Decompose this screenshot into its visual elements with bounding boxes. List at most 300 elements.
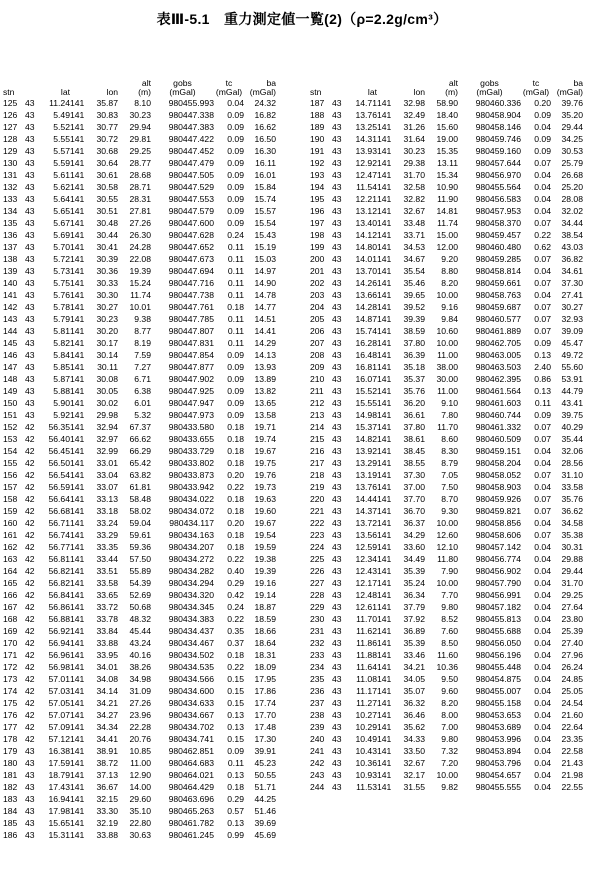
cell-ba: 19.59 bbox=[254, 542, 276, 552]
gravity-table-right bbox=[310, 72, 583, 793]
cell-lon-min: 33.71 bbox=[403, 230, 425, 240]
cell-stn: 161 bbox=[3, 530, 18, 540]
cell-ba: 18.64 bbox=[254, 638, 276, 648]
cell-ba: 19.16 bbox=[254, 578, 276, 588]
cell-lon-deg: 141 bbox=[70, 710, 85, 720]
cell-lat-min: 13.76 bbox=[355, 110, 377, 120]
cell-gobs: 980434.163 bbox=[168, 530, 214, 540]
cell-stn: 216 bbox=[310, 446, 325, 456]
cell-alt: 6.38 bbox=[134, 386, 151, 396]
cell-lon-deg: 141 bbox=[70, 626, 85, 636]
table-row bbox=[3, 433, 276, 445]
cell-lat-deg: 43 bbox=[332, 662, 342, 672]
cell-lon-min: 33.51 bbox=[96, 566, 118, 576]
table-row bbox=[3, 481, 276, 493]
cell-alt: 22.08 bbox=[129, 254, 151, 264]
cell-lat-deg: 43 bbox=[332, 206, 342, 216]
cell-tc: 0.22 bbox=[227, 554, 244, 564]
cell-ba: 45.69 bbox=[254, 830, 276, 840]
cell-lon-deg: 141 bbox=[70, 230, 85, 240]
cell-alt: 8.52 bbox=[441, 614, 458, 624]
table-row bbox=[310, 409, 583, 421]
cell-tc: 0.11 bbox=[227, 242, 244, 252]
cell-lon-deg: 141 bbox=[377, 446, 392, 456]
cell-lon-min: 33.78 bbox=[96, 614, 118, 624]
table-row bbox=[3, 457, 276, 469]
cell-gobs: 980453.996 bbox=[475, 734, 521, 744]
cell-ba: 55.60 bbox=[561, 362, 583, 372]
cell-lon-deg: 141 bbox=[70, 110, 85, 120]
cell-tc: 0.18 bbox=[227, 494, 244, 504]
cell-lat-deg: 43 bbox=[332, 518, 342, 528]
cell-ba: 27.64 bbox=[561, 602, 583, 612]
cell-alt: 10.60 bbox=[436, 326, 458, 336]
cell-alt: 27.26 bbox=[129, 218, 151, 228]
cell-stn: 145 bbox=[3, 338, 18, 348]
cell-stn: 140 bbox=[3, 278, 18, 288]
cell-alt: 12.00 bbox=[436, 242, 458, 252]
cell-ba: 17.95 bbox=[254, 674, 276, 684]
table-row bbox=[3, 169, 276, 181]
cell-lat-deg: 43 bbox=[332, 422, 342, 432]
table-row bbox=[3, 241, 276, 253]
cell-lat-deg: 43 bbox=[332, 470, 342, 480]
cell-tc: 0.04 bbox=[534, 698, 551, 708]
cell-stn: 162 bbox=[3, 542, 18, 552]
cell-lat-min: 16.94 bbox=[48, 794, 70, 804]
cell-lon-deg: 141 bbox=[70, 482, 85, 492]
cell-lat-min: 57.09 bbox=[48, 722, 70, 732]
cell-lat-deg: 43 bbox=[25, 386, 35, 396]
cell-alt: 7.70 bbox=[441, 590, 458, 600]
cell-stn: 151 bbox=[3, 410, 18, 420]
cell-gobs: 980447.716 bbox=[168, 278, 214, 288]
cell-lat-deg: 43 bbox=[332, 542, 342, 552]
cell-alt: 6.71 bbox=[134, 374, 151, 384]
cell-lat-deg: 43 bbox=[25, 146, 35, 156]
cell-tc: 0.13 bbox=[227, 710, 244, 720]
cell-gobs: 980455.158 bbox=[475, 698, 521, 708]
cell-gobs: 980447.529 bbox=[168, 182, 214, 192]
cell-stn: 236 bbox=[310, 686, 325, 696]
cell-lat-min: 56.50 bbox=[48, 458, 70, 468]
cell-tc: 0.13 bbox=[534, 350, 551, 360]
cell-lat-deg: 42 bbox=[25, 542, 35, 552]
cell-tc: 0.09 bbox=[534, 110, 551, 120]
cell-lon-deg: 141 bbox=[70, 722, 85, 732]
cell-tc: 0.09 bbox=[227, 170, 244, 180]
table-row bbox=[310, 289, 583, 301]
cell-stn: 223 bbox=[310, 530, 325, 540]
cell-ba: 18.59 bbox=[254, 614, 276, 624]
cell-lon-min: 36.67 bbox=[96, 782, 118, 792]
cell-ba: 19.71 bbox=[254, 422, 276, 432]
cell-alt: 59.61 bbox=[129, 530, 151, 540]
cell-gobs: 980447.807 bbox=[168, 326, 214, 336]
cell-tc: 0.09 bbox=[227, 194, 244, 204]
cell-lon-min: 34.67 bbox=[403, 254, 425, 264]
cell-lon-min: 37.80 bbox=[403, 338, 425, 348]
cell-alt: 28.31 bbox=[129, 194, 151, 204]
cell-stn: 150 bbox=[3, 398, 18, 408]
cell-tc: 0.07 bbox=[534, 302, 551, 312]
cell-lat-min: 11.86 bbox=[356, 638, 377, 648]
cell-lon-min: 35.54 bbox=[403, 266, 425, 276]
cell-stn: 170 bbox=[3, 638, 18, 648]
cell-ba: 15.84 bbox=[254, 182, 276, 192]
cell-stn: 160 bbox=[3, 518, 18, 528]
cell-lon-deg: 141 bbox=[70, 254, 85, 264]
cell-lon-deg: 141 bbox=[70, 782, 85, 792]
cell-lon-min: 33.18 bbox=[96, 506, 118, 516]
cell-gobs: 980434.667 bbox=[168, 710, 214, 720]
table-row bbox=[3, 145, 276, 157]
cell-lat-deg: 43 bbox=[332, 458, 342, 468]
cell-alt: 27.26 bbox=[129, 698, 151, 708]
cell-gobs: 980457.644 bbox=[475, 158, 521, 168]
cell-ba: 18.87 bbox=[254, 602, 276, 612]
cell-lon-deg: 141 bbox=[377, 194, 392, 204]
cell-lon-deg: 141 bbox=[377, 530, 392, 540]
table-row bbox=[310, 721, 583, 733]
cell-ba: 18.66 bbox=[254, 626, 276, 636]
cell-lat-min: 14.26 bbox=[355, 278, 377, 288]
cell-lon-deg: 141 bbox=[70, 530, 85, 540]
cell-gobs: 980447.785 bbox=[168, 314, 214, 324]
cell-lat-min: 56.71 bbox=[48, 518, 70, 528]
cell-lon-min: 34.34 bbox=[96, 722, 118, 732]
cell-tc: 0.20 bbox=[227, 470, 244, 480]
cell-lon-min: 33.35 bbox=[96, 542, 118, 552]
right-table-block bbox=[310, 72, 583, 793]
table-row bbox=[3, 97, 276, 109]
cell-tc: 0.04 bbox=[534, 482, 551, 492]
cell-stn: 168 bbox=[3, 614, 18, 624]
table-row bbox=[310, 385, 583, 397]
cell-lat-deg: 43 bbox=[332, 386, 342, 396]
cell-stn: 186 bbox=[3, 830, 18, 840]
cell-lon-min: 30.11 bbox=[97, 362, 118, 372]
cell-lon-min: 33.07 bbox=[96, 482, 118, 492]
cell-tc: 0.09 bbox=[227, 122, 244, 132]
cell-alt: 8.50 bbox=[441, 638, 458, 648]
cell-alt: 58.90 bbox=[436, 98, 458, 108]
cell-gobs: 980462.705 bbox=[475, 338, 521, 348]
cell-lon-min: 30.33 bbox=[96, 278, 118, 288]
cell-gobs: 980460.336 bbox=[475, 98, 521, 108]
cell-stn: 189 bbox=[310, 122, 325, 132]
cell-lat-min: 5.70 bbox=[53, 242, 70, 252]
cell-ba: 34.61 bbox=[561, 266, 583, 276]
cell-stn: 201 bbox=[310, 266, 325, 276]
cell-lon-min: 30.51 bbox=[96, 206, 118, 216]
cell-ba: 32.02 bbox=[561, 206, 583, 216]
cell-tc: 0.24 bbox=[227, 230, 244, 240]
cell-lon-min: 30.64 bbox=[96, 158, 118, 168]
cell-alt: 11.90 bbox=[437, 194, 458, 204]
cell-lat-min: 5.61 bbox=[53, 170, 70, 180]
cell-lon-deg: 141 bbox=[70, 770, 85, 780]
cell-alt: 10.85 bbox=[129, 746, 151, 756]
cell-lat-min: 15.74 bbox=[355, 326, 377, 336]
cell-ba: 15.74 bbox=[254, 194, 276, 204]
table-row bbox=[3, 253, 276, 265]
cell-ba: 19.75 bbox=[254, 458, 276, 468]
cell-lon-min: 30.83 bbox=[96, 110, 118, 120]
header-lon: lon bbox=[413, 87, 425, 97]
cell-tc: 0.09 bbox=[534, 338, 551, 348]
cell-ba: 34.25 bbox=[561, 134, 583, 144]
cell-alt: 57.50 bbox=[129, 554, 151, 564]
table-row bbox=[310, 733, 583, 745]
table-row bbox=[3, 565, 276, 577]
cell-alt: 9.60 bbox=[441, 686, 458, 696]
cell-lat-min: 56.64 bbox=[48, 494, 70, 504]
cell-alt: 7.80 bbox=[441, 410, 458, 420]
cell-lon-min: 38.55 bbox=[403, 458, 425, 468]
cell-alt: 66.62 bbox=[129, 434, 151, 444]
cell-lon-min: 36.89 bbox=[403, 626, 425, 636]
cell-lat-min: 5.76 bbox=[53, 290, 70, 300]
cell-lon-min: 34.33 bbox=[403, 734, 425, 744]
cell-ba: 30.31 bbox=[561, 542, 583, 552]
cell-lon-deg: 141 bbox=[70, 518, 85, 528]
cell-gobs: 980460.480 bbox=[475, 242, 521, 252]
cell-alt: 10.00 bbox=[436, 338, 458, 348]
cell-alt: 35.10 bbox=[129, 806, 151, 816]
cell-lat-deg: 43 bbox=[332, 290, 342, 300]
cell-stn: 132 bbox=[3, 182, 18, 192]
cell-gobs: 980434.467 bbox=[168, 638, 214, 648]
cell-lat-deg: 43 bbox=[332, 602, 342, 612]
cell-ba: 14.90 bbox=[254, 278, 276, 288]
cell-alt: 59.04 bbox=[129, 518, 151, 528]
cell-lon-deg: 141 bbox=[70, 122, 85, 132]
cell-lon-deg: 141 bbox=[377, 410, 392, 420]
cell-alt: 12.10 bbox=[436, 542, 458, 552]
cell-lon-deg: 141 bbox=[377, 782, 392, 792]
cell-lon-deg: 141 bbox=[377, 494, 392, 504]
cell-tc: 0.07 bbox=[534, 434, 551, 444]
table-row bbox=[3, 469, 276, 481]
cell-alt: 19.39 bbox=[129, 266, 151, 276]
cell-lon-deg: 141 bbox=[70, 818, 85, 828]
cell-lat-deg: 43 bbox=[332, 530, 342, 540]
cell-lon-min: 35.87 bbox=[96, 98, 118, 108]
cell-lon-min: 36.39 bbox=[403, 350, 425, 360]
cell-lat-min: 56.92 bbox=[48, 626, 70, 636]
cell-alt: 9.80 bbox=[441, 602, 458, 612]
cell-lon-deg: 141 bbox=[70, 170, 85, 180]
table-row bbox=[3, 649, 276, 661]
cell-lon-deg: 141 bbox=[70, 350, 85, 360]
cell-lon-min: 32.99 bbox=[96, 446, 118, 456]
cell-lat-min: 57.05 bbox=[48, 698, 70, 708]
cell-stn: 141 bbox=[3, 290, 18, 300]
cell-gobs: 980459.457 bbox=[475, 230, 521, 240]
cell-lon-min: 36.34 bbox=[403, 590, 425, 600]
cell-ba: 25.05 bbox=[561, 686, 583, 696]
cell-lon-deg: 141 bbox=[70, 674, 85, 684]
cell-ba: 15.57 bbox=[254, 206, 276, 216]
cell-tc: 0.04 bbox=[534, 566, 551, 576]
cell-lat-deg: 43 bbox=[332, 98, 342, 108]
cell-lon-deg: 141 bbox=[377, 554, 392, 564]
table-row bbox=[3, 577, 276, 589]
cell-ba: 23.80 bbox=[561, 614, 583, 624]
cell-lon-deg: 141 bbox=[70, 686, 85, 696]
table-row bbox=[3, 517, 276, 529]
cell-lat-min: 57.01 bbox=[48, 674, 70, 684]
cell-tc: 0.09 bbox=[534, 134, 551, 144]
cell-ba: 16.30 bbox=[254, 146, 276, 156]
cell-lat-deg: 43 bbox=[332, 410, 342, 420]
cell-stn: 209 bbox=[310, 362, 325, 372]
cell-tc: 0.11 bbox=[227, 314, 244, 324]
cell-gobs: 980434.741 bbox=[168, 734, 214, 744]
cell-lat-deg: 43 bbox=[332, 194, 342, 204]
cell-lat-deg: 43 bbox=[25, 782, 35, 792]
cell-lon-deg: 141 bbox=[70, 434, 85, 444]
cell-stn: 239 bbox=[310, 722, 325, 732]
cell-lon-min: 32.97 bbox=[96, 434, 118, 444]
cell-alt: 26.30 bbox=[129, 230, 151, 240]
cell-lon-deg: 141 bbox=[70, 182, 85, 192]
cell-lon-deg: 141 bbox=[377, 542, 392, 552]
cell-lon-min: 30.36 bbox=[96, 266, 118, 276]
table-row bbox=[310, 265, 583, 277]
cell-lon-deg: 141 bbox=[377, 662, 392, 672]
cell-tc: 0.11 bbox=[227, 290, 244, 300]
cell-stn: 155 bbox=[3, 458, 18, 468]
cell-alt: 10.90 bbox=[436, 182, 458, 192]
cell-stn: 164 bbox=[3, 566, 18, 576]
cell-stn: 173 bbox=[3, 674, 18, 684]
cell-alt: 66.29 bbox=[129, 446, 151, 456]
cell-lon-min: 35.18 bbox=[403, 362, 425, 372]
cell-lat-min: 5.57 bbox=[53, 146, 70, 156]
cell-lon-min: 29.98 bbox=[96, 410, 118, 420]
cell-lat-deg: 43 bbox=[332, 782, 342, 792]
table-row bbox=[3, 829, 276, 841]
cell-ba: 22.64 bbox=[561, 722, 583, 732]
cell-alt: 22.80 bbox=[129, 818, 151, 828]
cell-lat-min: 12.59 bbox=[355, 542, 377, 552]
cell-gobs: 980434.282 bbox=[168, 566, 214, 576]
cell-stn: 128 bbox=[3, 134, 18, 144]
cell-alt: 11.60 bbox=[437, 650, 458, 660]
cell-tc: 0.20 bbox=[534, 98, 551, 108]
cell-lon-min: 31.64 bbox=[403, 134, 425, 144]
cell-gobs: 980447.383 bbox=[168, 122, 214, 132]
cell-ba: 31.10 bbox=[561, 470, 583, 480]
cell-ba: 18.31 bbox=[254, 650, 276, 660]
table-row bbox=[310, 217, 583, 229]
cell-lat-min: 5.88 bbox=[53, 386, 70, 396]
cell-lon-deg: 141 bbox=[70, 590, 85, 600]
cell-ba: 25.39 bbox=[561, 626, 583, 636]
cell-alt: 43.24 bbox=[129, 638, 151, 648]
cell-ba: 22.55 bbox=[561, 782, 583, 792]
cell-lat-deg: 43 bbox=[332, 494, 342, 504]
cell-lat-min: 17.98 bbox=[48, 806, 70, 816]
cell-stn: 237 bbox=[310, 698, 325, 708]
table-row bbox=[310, 709, 583, 721]
cell-tc: 0.22 bbox=[227, 614, 244, 624]
cell-lon-deg: 141 bbox=[70, 302, 85, 312]
cell-tc: 0.07 bbox=[534, 158, 551, 168]
cell-lat-deg: 43 bbox=[25, 278, 35, 288]
cell-lat-min: 13.25 bbox=[355, 122, 377, 132]
cell-alt: 9.82 bbox=[441, 782, 458, 792]
cell-alt: 45.44 bbox=[129, 626, 151, 636]
cell-lat-min: 14.37 bbox=[355, 506, 377, 516]
cell-tc: 0.04 bbox=[534, 602, 551, 612]
cell-stn: 202 bbox=[310, 278, 325, 288]
cell-lon-min: 32.82 bbox=[403, 194, 425, 204]
header-alt: alt (m) bbox=[138, 78, 151, 97]
cell-lon-min: 31.70 bbox=[403, 170, 425, 180]
cell-stn: 198 bbox=[310, 230, 325, 240]
cell-gobs: 980447.947 bbox=[168, 398, 214, 408]
cell-lat-min: 12.34 bbox=[355, 554, 377, 564]
cell-alt: 10.00 bbox=[436, 578, 458, 588]
cell-lat-deg: 43 bbox=[25, 98, 35, 108]
table-row bbox=[3, 409, 276, 421]
cell-lon-deg: 141 bbox=[377, 278, 392, 288]
cell-lon-deg: 141 bbox=[70, 698, 85, 708]
cell-lat-deg: 43 bbox=[332, 146, 342, 156]
cell-lat-min: 14.44 bbox=[355, 494, 377, 504]
table-row bbox=[310, 313, 583, 325]
cell-alt: 50.68 bbox=[129, 602, 151, 612]
cell-lon-deg: 141 bbox=[70, 758, 85, 768]
cell-gobs: 980460.577 bbox=[475, 314, 521, 324]
cell-lat-min: 16.38 bbox=[48, 746, 70, 756]
table-row bbox=[310, 649, 583, 661]
cell-gobs: 980460.744 bbox=[475, 410, 521, 420]
table-row bbox=[3, 781, 276, 793]
table-row bbox=[310, 145, 583, 157]
cell-alt: 5.32 bbox=[134, 410, 151, 420]
cell-ba: 19.60 bbox=[254, 506, 276, 516]
cell-ba: 13.65 bbox=[254, 398, 276, 408]
table-row bbox=[310, 625, 583, 637]
cell-gobs: 980457.790 bbox=[475, 578, 521, 588]
cell-lat-deg: 43 bbox=[332, 314, 342, 324]
cell-alt: 28.68 bbox=[129, 170, 151, 180]
cell-lon-deg: 141 bbox=[70, 650, 85, 660]
cell-lat-deg: 43 bbox=[332, 554, 342, 564]
cell-lat-deg: 43 bbox=[332, 374, 342, 384]
cell-alt: 8.70 bbox=[441, 494, 458, 504]
cell-gobs: 980433.802 bbox=[168, 458, 214, 468]
cell-ba: 19.39 bbox=[254, 566, 276, 576]
cell-alt: 23.96 bbox=[129, 710, 151, 720]
cell-lat-deg: 43 bbox=[332, 698, 342, 708]
cell-lon-deg: 141 bbox=[377, 290, 392, 300]
cell-alt: 48.32 bbox=[129, 614, 151, 624]
cell-stn: 159 bbox=[3, 506, 18, 516]
table-row bbox=[3, 445, 276, 457]
cell-lon-deg: 141 bbox=[70, 794, 85, 804]
cell-gobs: 980458.370 bbox=[475, 218, 521, 228]
cell-ba: 14.29 bbox=[254, 338, 276, 348]
header-lat: lat bbox=[60, 87, 70, 97]
cell-lon-min: 36.70 bbox=[403, 506, 425, 516]
table-row bbox=[3, 301, 276, 313]
cell-lat-deg: 42 bbox=[25, 626, 35, 636]
